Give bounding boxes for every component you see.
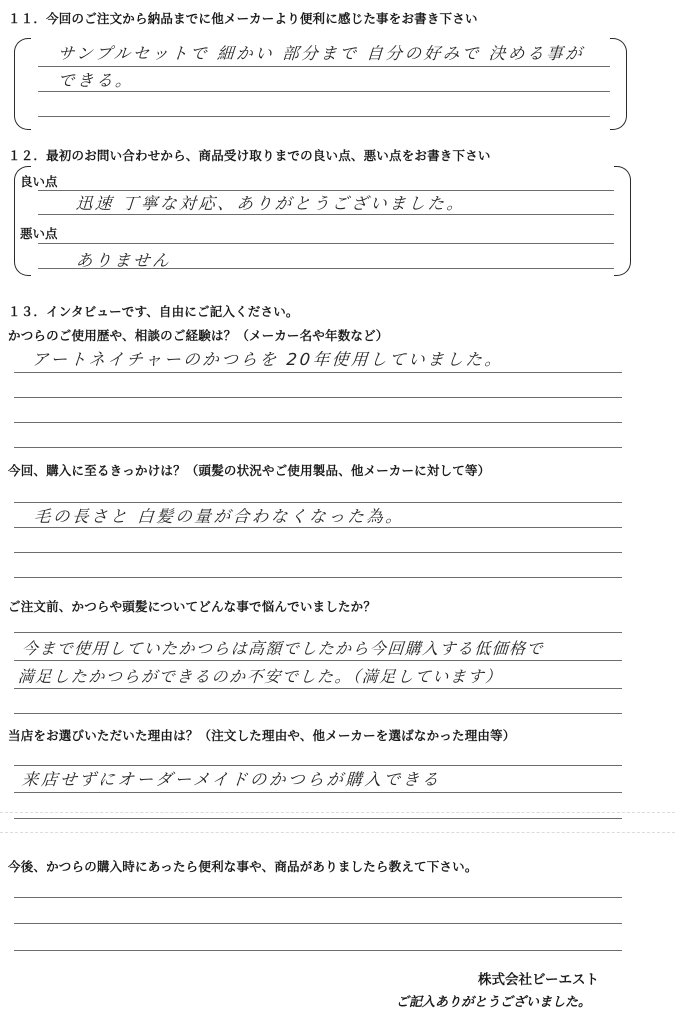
q11-answer-line-2: できる。 [57, 71, 135, 90]
writing-line [38, 91, 610, 92]
interview-answer-3-line-1: 今まで使用していたかつらは高額でしたから今回購入する低価格で [21, 639, 545, 658]
interview-question-4: 当店をお選びいただいた理由は？（注文した理由や、他メーカーを選ばなかった理由等） [8, 728, 516, 743]
writing-line [14, 397, 622, 398]
company-name: 株式会社ビーエスト [478, 972, 599, 988]
interview-question-2: 今回、購入に至るきっかけは？（頭髪の状況やご使用製品、他メーカーに対して等） [8, 463, 491, 478]
writing-line [14, 818, 622, 819]
writing-line [14, 422, 622, 423]
writing-line [14, 372, 622, 373]
q11-heading: １１．今回のご注文から納品までに他メーカーより便利に感じた事をお書き下さい [8, 11, 478, 26]
interview-answer-3-line-2: 満足したかつらができるのか不安でした。（満足しています） [17, 667, 504, 686]
writing-line [38, 243, 614, 244]
q13-heading: １３．インタビューです、自由にご記入ください。 [8, 304, 299, 319]
writing-line [14, 552, 622, 553]
q12-right-bracket [614, 166, 631, 276]
writing-line [14, 577, 622, 578]
writing-line [38, 116, 610, 117]
interview-question-3: ご注文前、かつらや頭髪についてどんな事で悩んでいましたか？ [8, 599, 377, 614]
q11-right-bracket [610, 38, 627, 130]
bad-point-label: 悪い点 [20, 226, 58, 241]
writing-line [14, 632, 622, 633]
interview-answer-1: アートネイチャーのかつらを 20年使用していました。 [31, 350, 505, 369]
good-point-label: 良い点 [20, 174, 58, 189]
writing-line [14, 660, 622, 661]
interview-answer-2: 毛の長さと 白髪の量が合わなくなった為。 [33, 507, 406, 526]
bad-point-answer: ありません [75, 251, 173, 270]
good-point-answer: 迅速 丁寧な対応、ありがとうございました。 [75, 194, 467, 213]
writing-line [14, 527, 622, 528]
q12-heading: １２．最初のお問い合わせから、商品受け取りまでの良い点、悪い点をお書き下さい [8, 148, 491, 163]
scan-fold-line [0, 832, 675, 833]
interview-question-5: 今後、かつらの購入時にあったら便利な事や、商品がありましたら教えて下さい。 [8, 859, 478, 874]
q11-answer-line-1: サンプルセットで 細かい 部分まで 自分の好みで 決める事が [57, 44, 586, 63]
writing-line [14, 923, 622, 924]
scan-fold-line [0, 812, 675, 813]
interview-question-1: かつらのご使用歴や、相談のご経験は？（メーカー名や年数など） [8, 328, 389, 343]
writing-line [14, 792, 622, 793]
interview-answer-4: 来店せずにオーダーメイドのかつらが購入できる [21, 770, 442, 789]
writing-line [14, 713, 622, 714]
writing-line [14, 897, 622, 898]
writing-line [14, 447, 622, 448]
writing-line [14, 688, 622, 689]
thank-you-message: ご記入ありがとうございました。 [396, 995, 592, 1010]
writing-line [14, 950, 622, 951]
q11-left-bracket [14, 38, 31, 130]
writing-line [38, 214, 614, 215]
